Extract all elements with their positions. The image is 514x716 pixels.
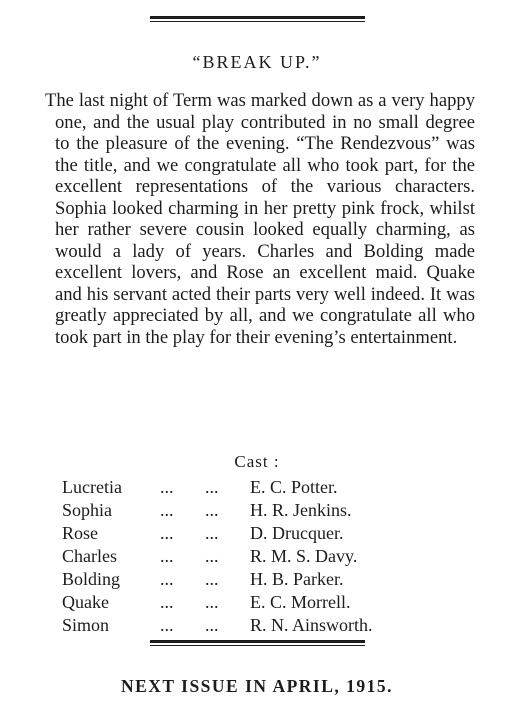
cast-actor: H. R. Jenkins. xyxy=(250,500,352,520)
cast-actor: D. Drucquer. xyxy=(250,523,344,543)
cast-actor: H. B. Parker. xyxy=(250,569,344,589)
cast-row xyxy=(62,522,462,545)
cast-actor: R. N. Ainsworth. xyxy=(250,615,373,635)
cast-leader-dots: ... xyxy=(205,546,219,566)
cast-row xyxy=(62,545,462,568)
cast-leader-dots: ... xyxy=(205,477,219,497)
cast-heading: Cast : xyxy=(234,452,280,471)
cast-leader-dots: ... xyxy=(160,523,174,543)
cast-list xyxy=(62,476,462,637)
top-divider-rule xyxy=(150,16,365,22)
cast-leader-dots: ... xyxy=(205,615,219,635)
cast-role: Lucretia xyxy=(62,477,122,497)
cast-row xyxy=(62,591,462,614)
article-body: The last night of Term was marked down as a very happy one, and the usual play contributed in no small degree to the pleasure of the evening. “The Rendezvous” was the title, and we congratulate all who took part, for the excellent representations of the various characters. Sophia looked charming in her pretty pink frock, whilst her rather severe cousin looked equally charming, as would a lady of years. Charles and Bolding made excellent lovers, and Rose an excellent maid. Quake and his servant acted their parts very well indeed. It was greatly appreciated by all, and we congratulate all who took part in the play for their evening’s entertainment. xyxy=(45,90,475,348)
cast-leader-dots: ... xyxy=(160,569,174,589)
cast-actor: R. M. S. Davy. xyxy=(250,546,358,566)
cast-leader-dots: ... xyxy=(160,500,174,520)
cast-leader-dots: ... xyxy=(160,615,174,635)
cast-leader-dots: ... xyxy=(160,546,174,566)
cast-leader-dots: ... xyxy=(205,592,219,612)
cast-leader-dots: ... xyxy=(160,477,174,497)
cast-leader-dots: ... xyxy=(205,500,219,520)
cast-role: Bolding xyxy=(62,569,121,589)
cast-role: Sophia xyxy=(62,500,113,520)
article-title: “BREAK UP.” xyxy=(192,52,322,72)
cast-actor: E. C. Morrell. xyxy=(250,592,351,612)
cast-role: Charles xyxy=(62,546,117,566)
cast-row xyxy=(62,476,462,499)
cast-leader-dots: ... xyxy=(160,592,174,612)
cast-row xyxy=(62,568,462,591)
bottom-divider-rule xyxy=(150,640,365,646)
cast-actor: E. C. Potter. xyxy=(250,477,338,497)
cast-role: Rose xyxy=(62,523,98,543)
next-issue-notice: NEXT ISSUE IN APRIL, 1915. xyxy=(120,676,394,696)
cast-leader-dots: ... xyxy=(205,569,219,589)
cast-role: Quake xyxy=(62,592,109,612)
cast-row xyxy=(62,499,462,522)
cast-leader-dots: ... xyxy=(205,523,219,543)
cast-role: Simon xyxy=(62,615,110,635)
cast-row xyxy=(62,614,462,637)
